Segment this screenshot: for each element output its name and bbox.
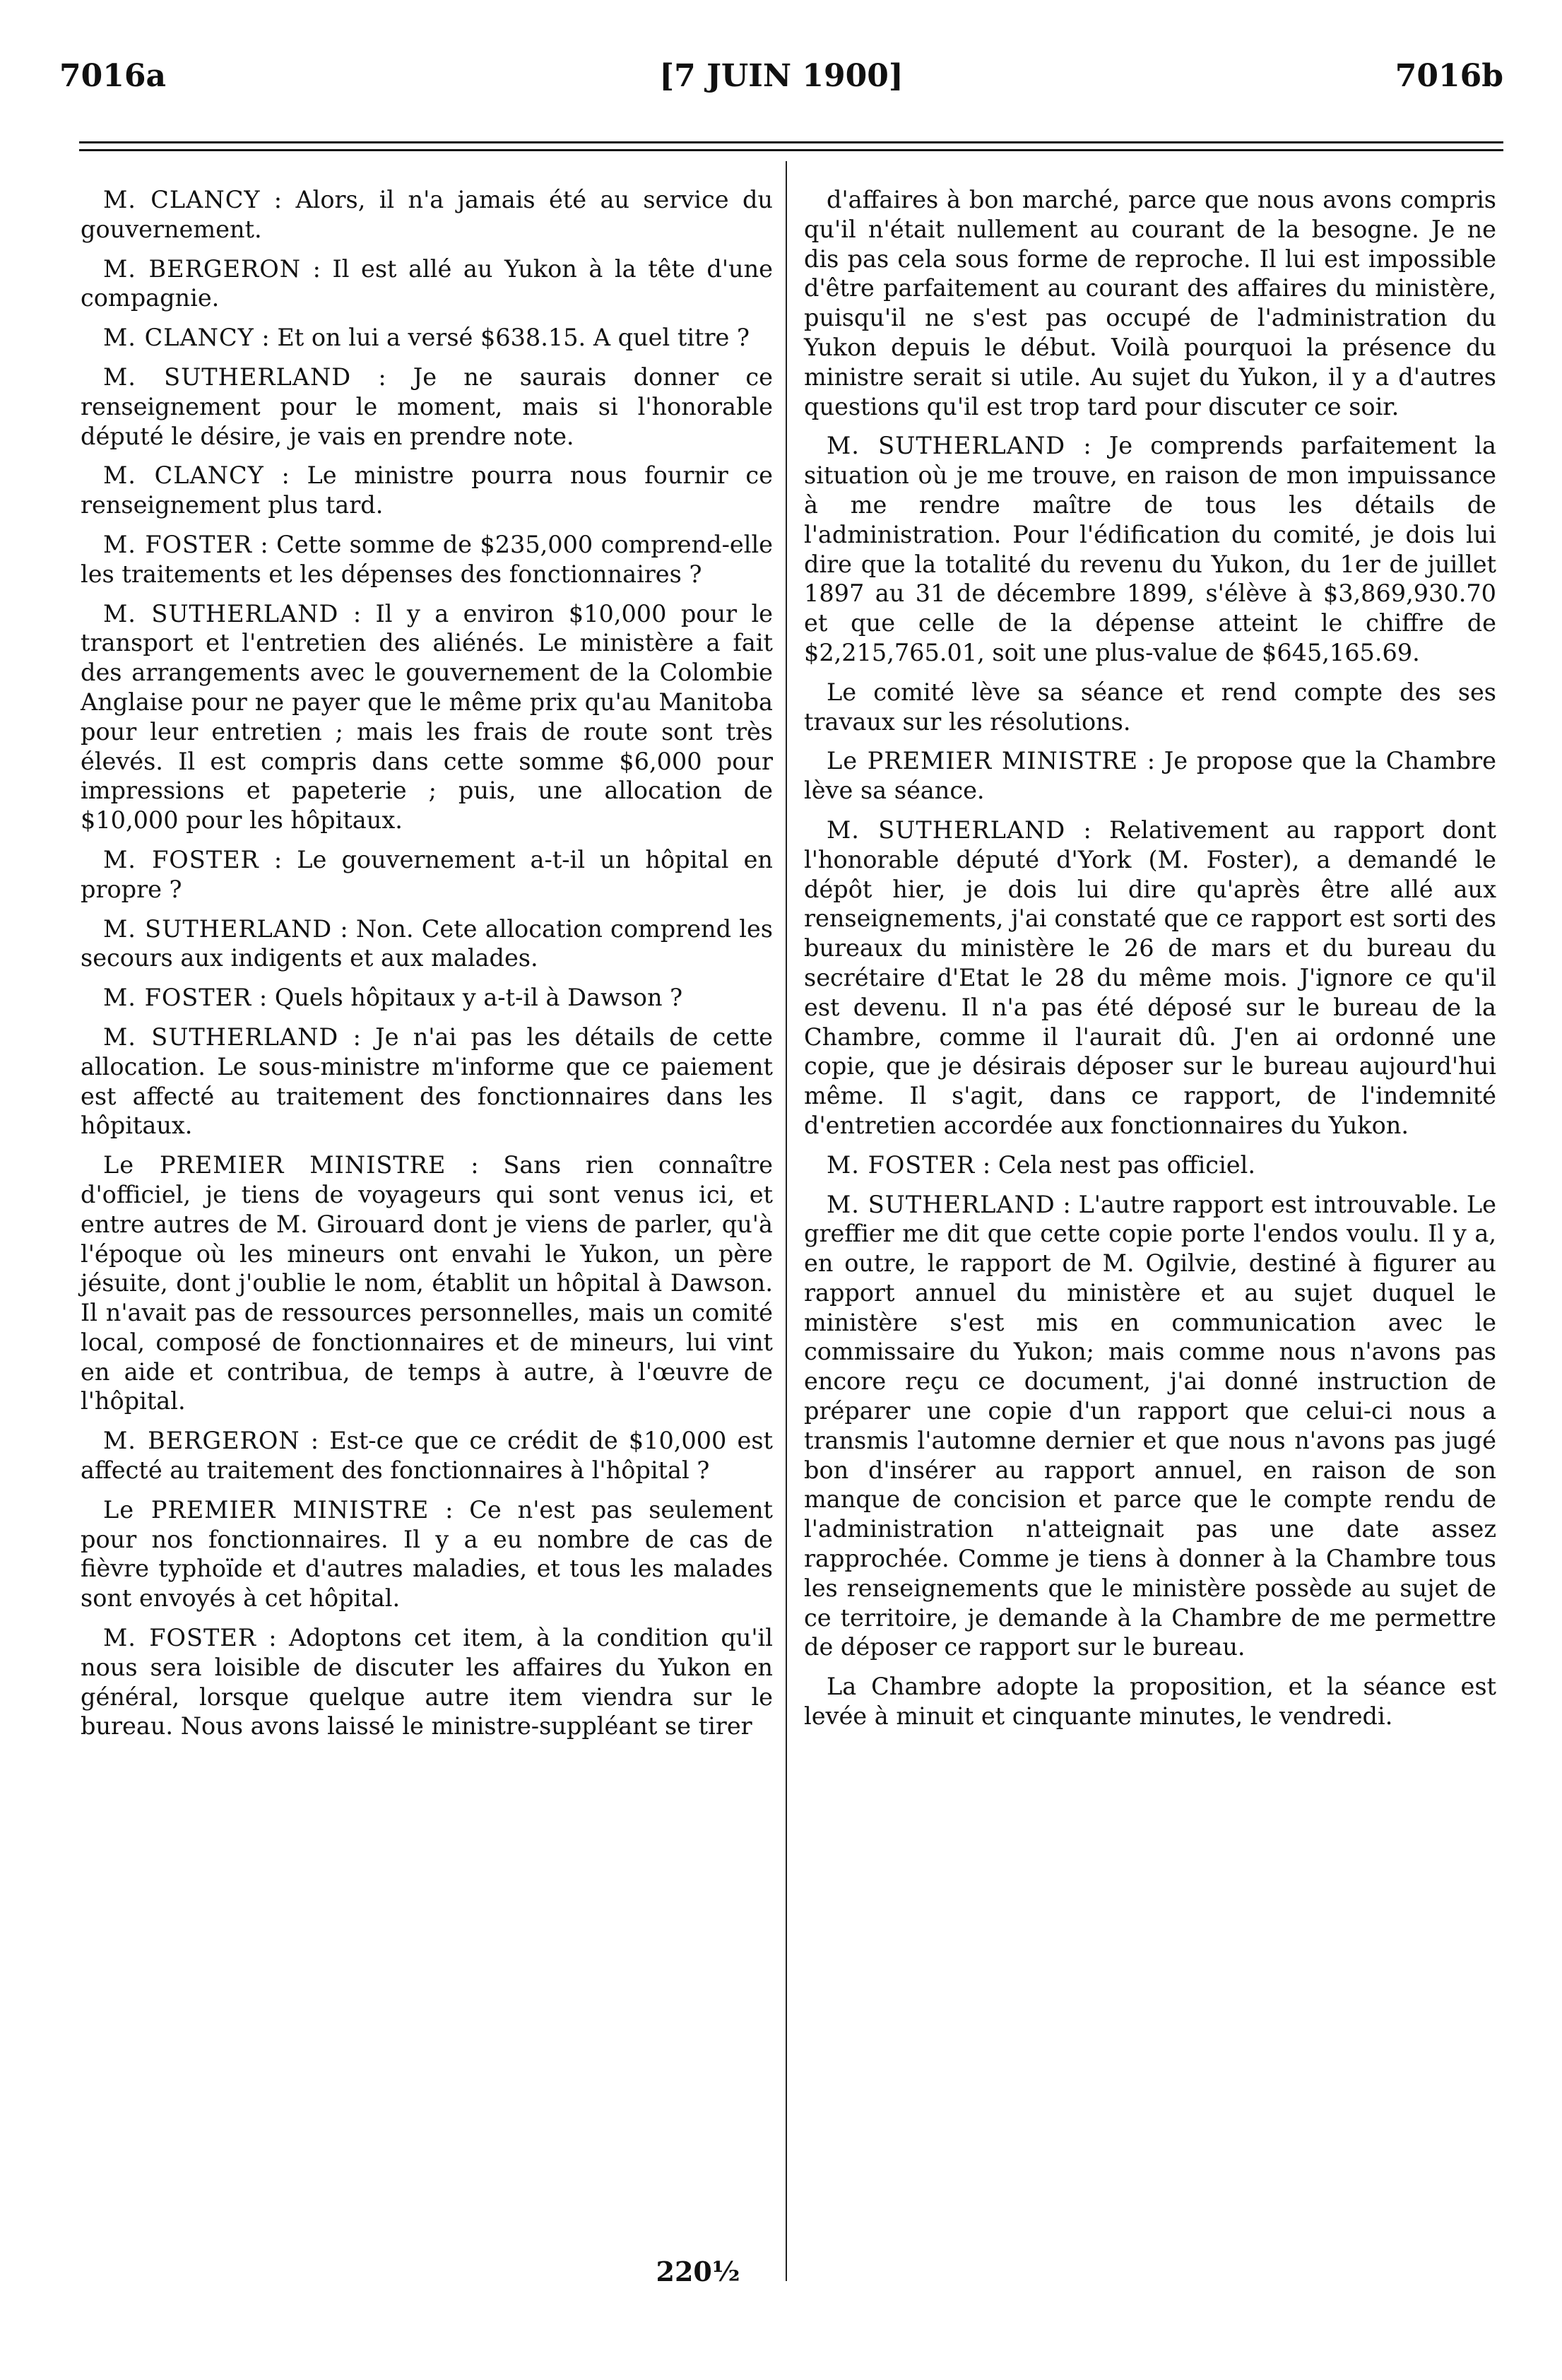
speech-text: Le gouvernement a-t-il un hôpital en propre ? — [81, 845, 773, 903]
speaker-name: M. FOSTER — [103, 845, 259, 873]
speech-text: Il y a environ $10,000 pour le transport et l'entretien des aliénés. Le ministère a fait des arrangements avec le gouvernement de la Colombie Anglaise pour ne payer que le même prix qu'au Manitoba pour leur entretien ; mais les frais de route sont très élevés. Il est compris dans cette somme $6,000 pour impressions et papeterie ; puis, une allocation de $10,000 pour les hôpitaux. — [81, 599, 773, 835]
speaker-name: M. FOSTER — [103, 1624, 256, 1652]
speech-text: Cela nest pas officiel. — [998, 1150, 1255, 1179]
speech-text: Je comprends parfaitement la situation où je me trouve, en raison de mon impuissance à me rendre maître de tous les détails de l'administration. Pour l'édification du comité, je dois lui dire que la totalité du revenu du Yukon, du 1er de juillet 1897 au 31 de décembre 1899, s'élève à $3,869,930.70 et que celle de la dépense atteint le chiffre de $2,215,765.01, soit une plus-value de $645,165.69. — [804, 432, 1496, 666]
speech-paragraph: M. CLANCY : Le ministre pourra nous fournir ce renseignement plus tard. — [81, 461, 773, 519]
speaker-name: M. SUTHERLAND — [103, 599, 339, 628]
speech-paragraph — [804, 1672, 1496, 1731]
speech-text: Sans rien connaître d'officiel, je tiens de voyageurs qui sont venus ici, et entre autres de M. Girouard dont je viens de parler, qu'à l'époque où les mineurs ont envahi le Yukon, un père jésuite, dont j'oublie le nom, établit un hôpital à Dawson. Il n'avait pas de ressources personnelles, mais un comité local, composé de fonctionnaires et de mineurs, lui vint en aide et contribua, de temps à autre, à l'œuvre de l'hôpital. — [81, 1151, 773, 1415]
speaker-name: M. CLANCY — [103, 461, 264, 490]
page-header — [59, 55, 1503, 98]
right-column — [804, 185, 1496, 1741]
speech-paragraph: Le PREMIER MINISTRE : Ce n'est pas seulement pour nos fonctionnaires. Il y a eu nombre de cas de fièvre typhoïde et d'autres maladies, et tous les malades sont envoyés à cet hôpital. — [81, 1495, 773, 1613]
speech-paragraph: M. SUTHERLAND : Relativement au rapport dont l'honorable député d'York (M. Foster), a demandé le dépôt hier, je dois lui dire qu'après être allé aux renseignements, j'ai constaté que ce rapport est sorti des bureaux du ministère le 26 de mars et du bureau du secrétaire d'Etat le 28 du même mois. J'ignore ce qu'il est devenu. Il n'a pas été déposé sur le bureau de la Chambre, comme il l'aurait dû. J'en ai ordonné une copie, que je désirais déposer sur le bureau aujourd'hui même. Il s'agit, dans ce rapport, de l'indemnité d'entretien accordée aux fonctionnaires du Yukon. — [804, 815, 1496, 1139]
speech-text: Adoptons cet item, à la condition qu'il nous sera loisible de discuter les affaires du Yukon en général, lorsque quelque autre item viendra sur le bureau. Nous avons laissé le ministre-suppléant se tirer — [81, 1624, 773, 1740]
column-divider — [786, 161, 787, 2281]
speech-text: Ce n'est pas seulement pour nos fonctionnaires. Il y a eu nombre de cas de fièvre typhoïde et d'autres maladies, et tous les malades sont envoyés à cet hôpital. — [81, 1495, 773, 1613]
speech-paragraph: M. SUTHERLAND : L'autre rapport est introuvable. Le greffier me dit que cette copie porte l'endos voulu. Il y a, en outre, le rapport de M. Ogilvie, destiné à figurer au rapport annuel du ministère et au sujet duquel le ministère s'est mis en communication avec le commissaire du Yukon; mais comme nous n'avons pas encore reçu ce document, j'ai donné instruction de préparer une copie d'un rapport que celui-ci nous a transmis l'automne dernier et que nous n'avons pas jugé bon d'insérer au rapport annuel, en raison de son manque de concision et parce que le compte rendu de l'administration n'atteignait pas une date assez rapprochée. Comme je tiens à donner à la Chambre tous les renseignements que le ministère possède au sujet de ce territoire, je demande à la Chambre de me permettre de déposer ce rapport sur le bureau. — [804, 1190, 1497, 1661]
speech-text: Le comité lève sa séance et rend compte des ses travaux sur les résolutions. — [804, 678, 1496, 736]
speaker-name: M. BERGERON — [103, 1427, 300, 1455]
speech-text: Est-ce que ce crédit de $10,000 est affecté au traitement des fonctionnaires à l'hôpital ? — [81, 1427, 773, 1485]
speech-paragraph: Le PREMIER MINISTRE : Sans rien connaître d'officiel, je tiens de voyageurs qui sont venus ici, et entre autres de M. Girouard dont je viens de parler, qu'à l'époque où les mineurs ont envahi le Yukon, un père jésuite, dont j'oublie le nom, établit un hôpital à Dawson. Il n'avait pas de ressources personnelles, mais un comité local, composé de fonctionnaires et de mineurs, lui vint en aide et contribua, de temps à autre, à l'œuvre de l'hôpital. — [81, 1151, 773, 1415]
speaker-name: M. FOSTER — [827, 1150, 976, 1179]
speech-paragraph — [804, 185, 1496, 421]
speech-paragraph: M. BERGERON : Est-ce que ce crédit de $10,000 est affecté au traitement des fonctionnaires à l'hôpital ? — [81, 1427, 773, 1485]
speech-text: Non. Cete allocation comprend les secours aux indigents et aux malades. — [81, 914, 773, 972]
speech-paragraph: M. SUTHERLAND : Il y a environ $10,000 pour le transport et l'entretien des aliénés. Le ministère a fait des arrangements avec le gouvernement de la Colombie Anglaise pour ne payer que le même prix qu'au Manitoba pour leur entretien ; mais les frais de route sont très élevés. Il est compris dans cette somme $6,000 pour impressions et papeterie ; puis, une allocation de $10,000 pour les hôpitaux. — [81, 599, 773, 835]
speech-text: Quels hôpitaux y a-t-il à Dawson ? — [274, 984, 683, 1012]
speech-text: Je propose que la Chambre lève sa séance. — [804, 747, 1497, 805]
speaker-name: M. SUTHERLAND — [827, 432, 1066, 460]
header-rule-top — [79, 141, 1503, 143]
left-page-number: 7016a — [59, 58, 166, 94]
speech-paragraph: M. CLANCY : Alors, il n'a jamais été au service du gouvernement. — [81, 186, 773, 243]
speaker-name: M. CLANCY — [103, 324, 254, 352]
speech-paragraph: M. FOSTER : Le gouvernement a-t-il un hôpital en propre ? — [81, 845, 773, 903]
speech-paragraph: M. FOSTER : Cette somme de $235,000 comprend-elle les traitements et les dépenses des fonctionnaires ? — [81, 530, 773, 588]
speaker-name: M. SUTHERLAND — [103, 363, 352, 391]
speaker-name: Le PREMIER MINISTRE — [103, 1495, 430, 1524]
speech-paragraph: M. SUTHERLAND : Non. Cete allocation comprend les secours aux indigents et aux malades. — [81, 914, 773, 972]
speaker-name: M. FOSTER — [103, 984, 252, 1012]
speech-text: Relativement au rapport dont l'honorable député d'York (M. Foster), a demandé le dépôt hier, je dois lui dire qu'après être allé aux renseignements, j'ai constaté que ce rapport est sorti des bureaux du ministère le 26 de mars et du bureau du secrétaire d'Etat le 28 du même mois. J'ignore ce qu'il est devenu. Il n'a pas été déposé sur le bureau de la Chambre, comme il l'aurait dû. J'en ai ordonné une copie, que je désirais déposer sur le bureau aujourd'hui même. Il s'agit, dans ce rapport, de l'indemnité d'entretien accordée aux fonctionnaires du Yukon. — [804, 815, 1496, 1139]
folio-number: 220½ — [656, 2256, 740, 2287]
speech-paragraph: M. SUTHERLAND : Je n'ai pas les détails de cette allocation. Le sous-ministre m'informe que ce paiement est affecté au traitement des fonctionnaires dans les hôpitaux. — [81, 1023, 773, 1140]
speech-paragraph: M. BERGERON : Il est allé au Yukon à la tête d'une compagnie. — [81, 254, 774, 312]
header-rule-bottom — [79, 149, 1503, 151]
speaker-name: Le PREMIER MINISTRE — [827, 747, 1139, 775]
speaker-name: M. SUTHERLAND — [827, 815, 1066, 844]
speech-paragraph — [804, 678, 1496, 737]
speaker-name: M. SUTHERLAND — [827, 1190, 1055, 1218]
speaker-name: M. CLANCY — [103, 186, 261, 213]
speech-text: Il est allé au Yukon à la tête d'une compagnie. — [81, 254, 774, 312]
speech-text: d'affaires à bon marché, parce que nous avons compris qu'il n'était nullement au courant de la besogne. Je ne dis pas cela sous forme de reproche. Il lui est impossible d'être parfaitement au courant des affaires du ministère, puisqu'il ne s'est pas occupé de l'administration du Yukon depuis le début. Voilà pourquoi la présence du ministre serait si utile. Au sujet du Yukon, il y a d'autres questions qu'il est trop tard pour discuter ce soir. — [804, 186, 1496, 420]
speech-paragraph: M. SUTHERLAND : Je ne saurais donner ce renseignement pour le moment, mais si l'honorable député le désire, je vais en prendre note. — [81, 363, 773, 450]
speech-text: Je n'ai pas les détails de cette allocation. Le sous-ministre m'informe que ce paiement est affecté au traitement des fonctionnaires dans les hôpitaux. — [81, 1023, 773, 1140]
speech-paragraph: Le PREMIER MINISTRE : Je propose que la Chambre lève sa séance. — [804, 747, 1497, 805]
speaker-name: M. BERGERON — [103, 254, 302, 283]
speech-paragraph: M. FOSTER : Quels hôpitaux y a-t-il à Dawson ? — [103, 984, 683, 1012]
session-date: [7 JUIN 1900] — [659, 58, 904, 94]
speech-paragraph: M. SUTHERLAND : Je comprends parfaitement la situation où je me trouve, en raison de mon impuissance à me rendre maître de tous les détails de l'administration. Pour l'édification du comité, je dois lui dire que la totalité du revenu du Yukon, du 1er de juillet 1897 au 31 de décembre 1899, s'élève à $3,869,930.70 et que celle de la dépense atteint le chiffre de $2,215,765.01, soit une plus-value de $645,165.69. — [804, 432, 1496, 666]
speaker-name: Le PREMIER MINISTRE — [103, 1151, 446, 1179]
speech-text: La Chambre adopte la proposition, et la séance est levée à minuit et cinquante minutes, le vendredi. — [804, 1673, 1496, 1731]
speaker-name: M. FOSTER — [103, 530, 253, 558]
speech-text: Cette somme de $235,000 comprend-elle les traitements et les dépenses des fonctionnaires ? — [81, 530, 773, 588]
right-page-number: 7016b — [1395, 58, 1503, 94]
speaker-name: M. SUTHERLAND — [103, 914, 333, 943]
speech-text: Et on lui a versé $638.15. A quel titre ? — [277, 324, 750, 352]
speech-text: Je ne saurais donner ce renseignement pour le moment, mais si l'honorable député le désire, je vais en prendre note. — [81, 363, 773, 450]
speech-text: L'autre rapport est introuvable. Le greffier me dit que cette copie porte l'endos voulu. Il y a, en outre, le rapport de M. Ogilvie, destiné à figurer au rapport annuel du ministère et au sujet duquel le ministère s'est mis en communication avec le commissaire du Yukon; mais comme nous n'avons pas encore reçu ce document, j'ai donné instruction de préparer une copie d'un rapport que celui-ci nous a transmis l'automne dernier et que nous n'avons pas jugé bon d'insérer au rapport annuel, en raison de son manque de concision et parce que le compte rendu de l'administration n'atteignait pas une date assez rapprochée. Comme je tiens à donner à la Chambre tous les renseignements que le ministère possède au sujet de ce territoire, je demande à la Chambre de me permettre de déposer ce rapport sur le bureau. — [804, 1190, 1497, 1661]
speech-paragraph: M. FOSTER : Adoptons cet item, à la condition qu'il nous sera loisible de discuter les affaires du Yukon en général, lorsque quelque autre item viendra sur le bureau. Nous avons laissé le ministre-suppléant se tirer — [81, 1624, 773, 1740]
left-column — [81, 185, 773, 1751]
speech-text: Alors, il n'a jamais été au service du gouvernement. — [81, 186, 773, 243]
speech-paragraph: M. CLANCY : Et on lui a versé $638.15. A quel titre ? — [103, 324, 750, 352]
speech-paragraph: M. FOSTER : Cela nest pas officiel. — [827, 1150, 1255, 1179]
speaker-name: M. SUTHERLAND — [103, 1023, 339, 1051]
speech-text: Le ministre pourra nous fournir ce renseignement plus tard. — [81, 461, 773, 519]
